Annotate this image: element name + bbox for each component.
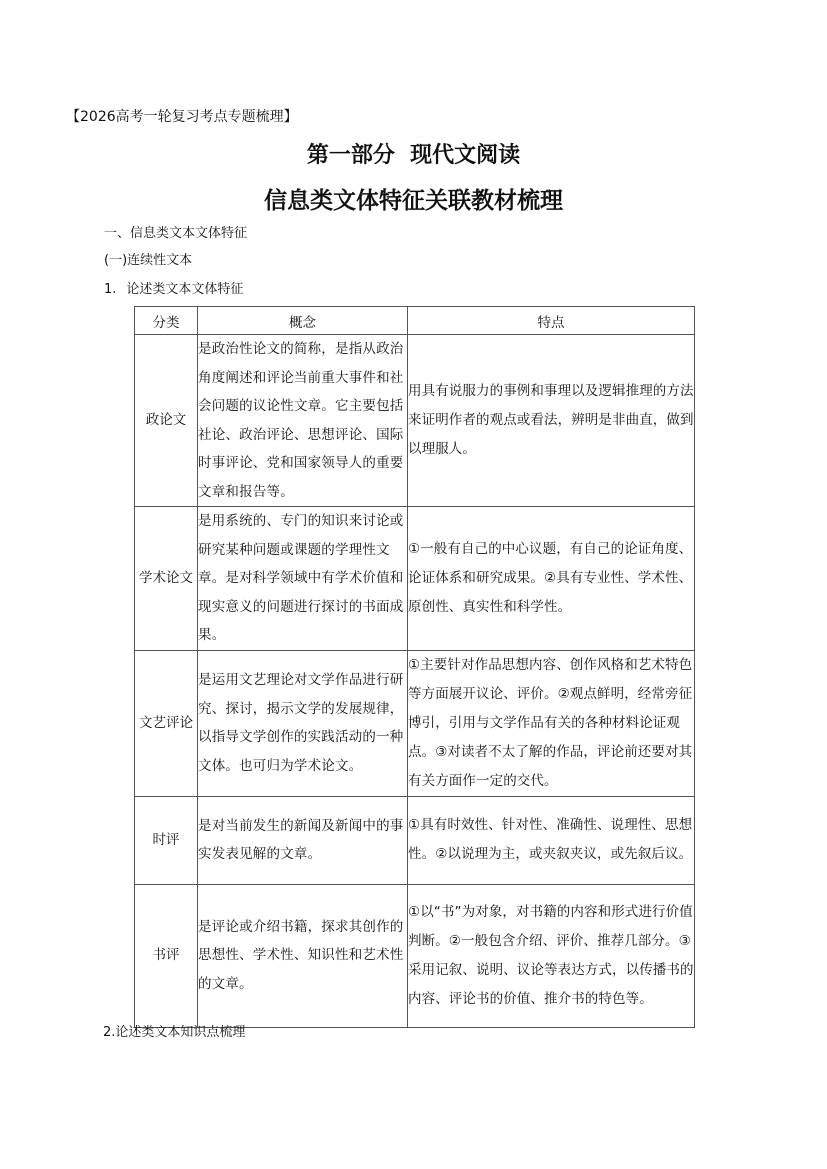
section-heading: 一、信息类文本文体特征	[104, 226, 248, 241]
category-cell: 学术论文	[135, 507, 198, 651]
header-features: 特点	[408, 307, 695, 335]
features-cell: ①以“书”为对象，对书籍的内容和形式进行价值判断。②一般包含介绍、评价、推荐几部分。③采用记叙、说明、议论等表达方式，以传播书的内容、评论书的价值、推介书的特色等。	[408, 884, 695, 1027]
item-number: 1.	[104, 282, 117, 297]
category-cell: 文艺评论	[135, 650, 198, 796]
concept-cell: 是用系统的、专门的知识来讨论或研究某种问题或课题的学理性文章。是对科学领域中有学术价值和现实意义的问题进行探讨的书面成果。	[198, 507, 408, 651]
category-cell: 书评	[135, 884, 198, 1027]
item-heading-2: 2.论述类文本知识点梳理	[103, 1025, 246, 1040]
table-header-row	[135, 307, 695, 335]
category-cell: 时评	[135, 796, 198, 884]
concept-cell: 是政治性论文的简称，是指从政治角度阐述和评论当前重大事件和社会问题的议论性文章。它主要包括社论、政治评论、思想评论、国际时事评论、党和国家领导人的重要文章和报告等。	[198, 335, 408, 507]
concept-cell: 是对当前发生的新闻及新闻中的事实发表见解的文章。	[198, 796, 408, 884]
part-title-text: 第一部分 现代文阅读	[306, 143, 521, 168]
category-cell: 政论文	[135, 335, 198, 507]
genre-features-table	[134, 306, 695, 1028]
concept-cell: 是运用文艺理论对文学作品进行研究、探讨，揭示文学的发展规律，以指导文学创作的实践活动的一种文体。也可归为学术论文。	[198, 650, 408, 796]
series-title: 【2026高考一轮复习考点专题梳理】	[66, 109, 298, 125]
features-cell: ①具有时效性、针对性、准确性、说理性、思想性。②以说理为主，或夹叙夹议，或先叙后议。	[408, 796, 695, 884]
part-title	[0, 138, 827, 169]
main-title: 信息类文体特征关联教材梳理	[264, 188, 563, 214]
table-row	[135, 796, 695, 884]
concept-cell: 是评论或介绍书籍，探求其创作的思想性、学术性、知识性和艺术性的文章。	[198, 884, 408, 1027]
features-cell: ①一般有自己的中心议题，有自己的论证角度、论证体系和研究成果。②具有专业性、学术性、原创性、真实性和科学性。	[408, 507, 695, 651]
item-heading-1	[104, 278, 243, 297]
features-cell: ①主要针对作品思想内容、创作风格和艺术特色等方面展开议论、评价。②观点鲜明，经常旁征博引，引用与文学作品有关的各种材料论证观点。③对读者不太了解的作品，评论前还要对其有关方面作一定的交代。	[408, 650, 695, 796]
features-cell: 用具有说服力的事例和事理以及逻辑推理的方法来证明作者的观点或看法，辨明是非曲直，做到以理服人。	[408, 335, 695, 507]
header-concept: 概念	[198, 307, 408, 335]
subsection-heading: (一)连续性文本	[104, 253, 193, 268]
item-title: 论述类文本文体特征	[126, 282, 244, 297]
table-row	[135, 507, 695, 651]
header-category: 分类	[135, 307, 198, 335]
table-row	[135, 650, 695, 796]
table-row	[135, 884, 695, 1027]
table-row	[135, 335, 695, 507]
